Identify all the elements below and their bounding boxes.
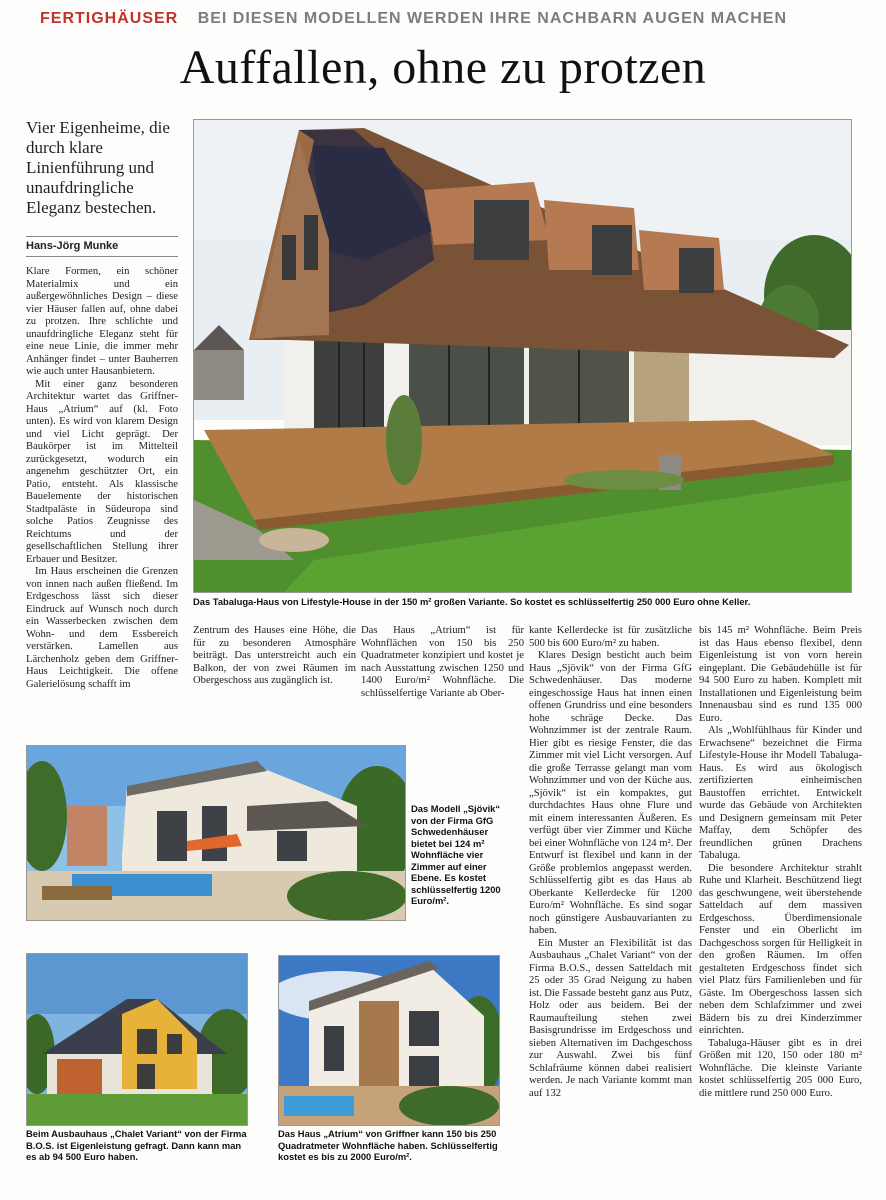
paragraph: Tabaluga-Häuser gibt es in drei Größen mit 120, 150 oder 180 m² Wohnfläche. Die kleinste Variante kostet schlüsselfertig 205 000 Euro, die mittlere rund 250 000 Euro.	[699, 1037, 862, 1099]
atrium-house-illustration	[279, 956, 499, 1125]
tabaluga-house-illustration	[194, 120, 851, 592]
caption-atrium: Das Haus „Atrium“ von Griffner kann 150 bis 250 Quadratmeter Wohnfläche haben. Schlüsselfertig kostet es bis zu 2000 Euro/m².	[278, 1128, 498, 1162]
photo-sjoevik-house	[26, 745, 406, 921]
byline-rule-bottom	[26, 256, 178, 257]
paragraph: Zentrum des Hauses eine Höhe, die für zu besonderen Atmosphäre beiträgt. Das unterstreicht auch ein Balkon, der von zwei Räumen im Obergeschoss aus zugänglich ist.	[193, 625, 356, 686]
paragraph: bis 145 m² Wohnfläche. Beim Preis ist das Haus ebenso flexibel, denn Eigenleistung ist von vorn herein eingeplant. Die Gebäudehülle ist für 94 500 Euro zu haben. Komplett mit Installationen und Eigenleistung beim Innenausbau sind es rund 135 000 Euro.	[699, 625, 862, 724]
topline: BEI DIESEN MODELLEN WERDEN IHRE NACHBARN AUGEN MACHEN	[197, 10, 787, 27]
paragraph: Die besondere Architektur strahlt Ruhe und Klarheit. Beschützend liegt das geschwungene, weit überstehende Satteldach auf dem massiven Erdgeschoss. Überdimensionale Fenster und ein Oberlicht im Dachgeschoss sorgen für Helligkeit in den großen Räumen. Im offen gestalteten Erdgeschoss findet sich viel Platz fürs Familienleben und für Gäste. Im Obergeschoss lassen sich neben dem Schlafzimmer und zwei Bädern bis zu drei Kinderzimmer einrichten.	[699, 862, 862, 1036]
section-rubric: FERTIGHÄUSER	[40, 10, 179, 27]
kicker-line	[40, 10, 787, 28]
text-column-2	[193, 625, 356, 688]
paragraph: Klare Formen, ein schöner Materialmix und ein außergewöhnliches Design – diese vier Häuser fallen auf, ohne dabei zu protzen. Ihre schlichte und unaufdringliche Eleganz steht für eine neue Linie, die immer mehr Anhänger findet – unter Bauherren wie auch unter Hausanbietern.	[26, 266, 178, 377]
photo-tabaluga-house	[193, 119, 852, 593]
byline-rule-top	[26, 236, 178, 237]
paragraph: Ein Muster an Flexibilität ist das Ausbauhaus „Chalet Variant“ von der Firma B.O.S., dessen Satteldach mit 25 oder 35 Grad Neigung zu haben ist. Die Fassade besteht ganz aus Putz, Holz oder aus beidem. Bei der Raumaufteilung stehen zwei Basisgrundrisse im Erdgeschoss und sieben Alternativen im Dachgeschoss zur Auswahl. Zwei bis fünf Schlafräume können dabei realisiert werden. Je nach Variante kommt man auf 132	[529, 937, 692, 1099]
paragraph: Das Haus „Atrium“ ist für Wohnflächen von 150 bis 250 Quadratmeter konzipiert und kostet je nach Ausstattung zwischen 1250 und 1400 Euro/m² Wohnfläche. Die schlüsselfertige Variante ab Ober-	[361, 625, 524, 699]
headline: Auffallen, ohne zu protzen	[179, 41, 707, 94]
paragraph: Klares Design besticht auch beim Haus „Sjövik“ von der Firma GfG Schwedenhäuser. Das moderne eingeschossige Haus hat innen einen offenen Grundriss und eine besonders hohe schräge Decke. Das Wohnzimmer ist der zentrale Raum. Hier gibt es riesige Fenster, die das Zimmer mit viel Licht versorgen. Auf die große Terrasse gelangt man vom Wohnzimmer und von der Küche aus. „Sjövik“ ist ein kompaktes, gut durchdachtes Haus ohne Flure und mit einem interessanten Äußeren. Es verfügt über vier Zimmer und Küche bei einer Wohnfläche von 124 m². Der Entwurf ist flexibel und kann in der Größe problemlos angepasst werden. Schlüsselfertig gibt es das Haus ab Oberkante Kellerdecke für 1200 Euro/m² Wohnfläche. Es sind sogar noch günstigere Ausbauvarianten zu haben.	[529, 650, 692, 936]
byline: Hans-Jörg Munke	[26, 240, 119, 252]
text-column-5	[699, 625, 862, 1100]
text-column-1	[26, 266, 178, 691]
caption-sjoevik: Das Modell „Sjövik“ von der Firma GfG Schwedenhäuser bietet bei 124 m² Wohnfläche vier Zimmer auf einer Ebene. Es kostet schlüsselfertig 1200 Euro/m².	[411, 803, 501, 906]
photo-chalet-variant-house	[26, 953, 248, 1126]
photo-atrium-house	[278, 955, 500, 1126]
paragraph: kante Kellerdecke ist für zusätzliche 500 bis 600 Euro/m² zu haben.	[529, 625, 692, 649]
paragraph: Mit einer ganz besonderen Architektur wartet das Griffner-Haus „Atrium“ auf (kl. Foto unten). Es wird von klarem Design und viel Licht geprägt. Der Baukörper ist im Mittelteil zurückgesetzt, wodurch ein angenehm geschützter Ort, ein Patio, entsteht. Als klassische Bauelemente der historischen Stadtpaläste in Südeuropa sind solche Patios Zeugnisse des Reichtums und der gesellschaftlichen Stellung ihrer Erbauer und Besitzer.	[26, 378, 178, 565]
paragraph: Als „Wohlfühlhaus für Kinder und Erwachsene“ bezeichnet die Firma Lifestyle-House ihr Modell Tabaluga-Haus. Es wird aus ökologisch zertifizierten einheimischen Baustoffen errichtet. Entwickelt wurde das Gebäude von Architekten und Designern gemeinsam mit Peter Maffay, dem Schöpfer des freundlichen grünen Drachens Tabaluga.	[699, 725, 862, 861]
text-column-4	[529, 625, 692, 1100]
paragraph: Im Haus erscheinen die Grenzen von innen nach außen fließend. Im Erdgeschoss lässt sich dieser Eindruck auf Wunsch noch durch ein Wasserbecken zwischen dem Wohn- und dem Essbereich verstärken. Lamellen aus Lärchenholz geben dem Griffner-Haus Leichtigkeit. Die offene Galerielösung schafft im	[26, 566, 178, 690]
chalet-variant-illustration	[27, 954, 247, 1125]
text-column-3	[361, 625, 524, 700]
lead-text: Vier Eigenheime, die durch klare Linienführung und unaufdringliche Eleganz bestechen.	[26, 118, 170, 217]
caption-chalet: Beim Ausbauhaus „Chalet Variant“ von der Firma B.O.S. ist Eigenleistung gefragt. Dann kann man es ab 94 500 Euro haben.	[26, 1128, 247, 1162]
caption-main-photo: Das Tabaluga-Haus von Lifestyle-House in der 150 m² großen Variante. So kostet es schlüsselfertig 250 000 Euro ohne Keller.	[193, 596, 751, 607]
sjoevik-house-illustration	[27, 746, 405, 920]
